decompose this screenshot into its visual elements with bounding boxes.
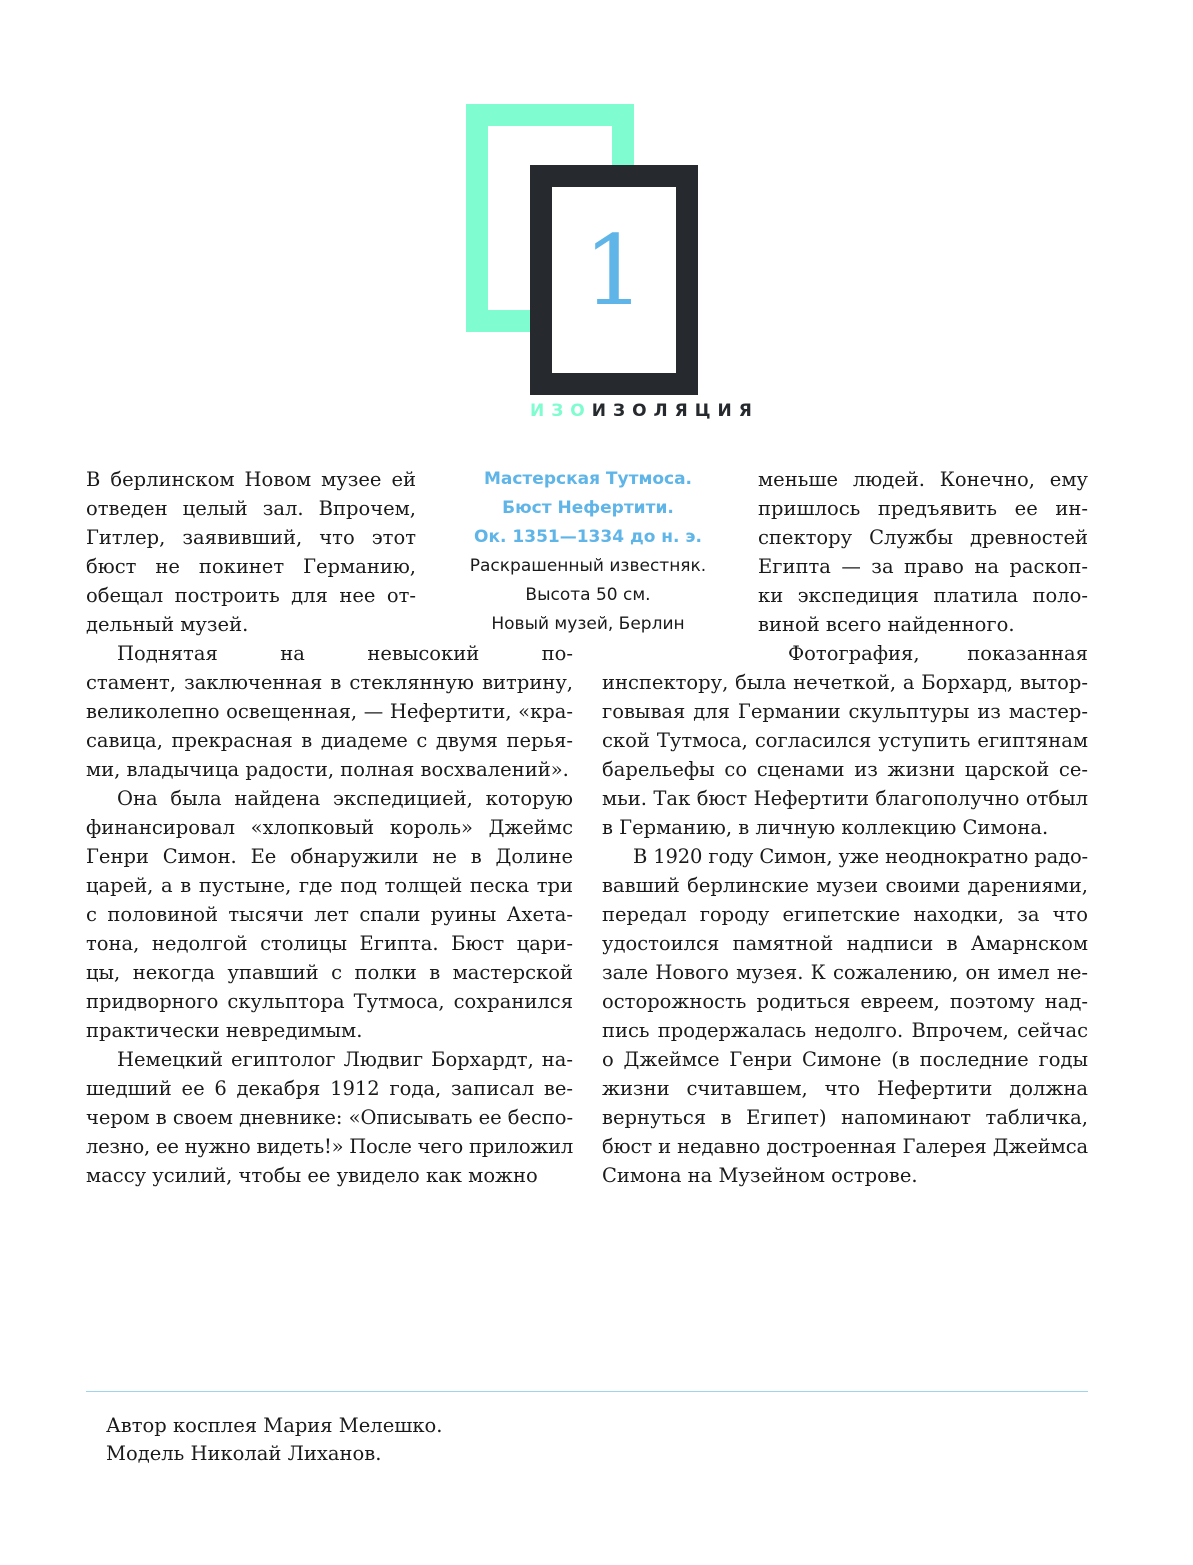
text-line: дельный музей. [86,613,249,636]
text-line: с половиной тысячи лет спали руины Ахета- [86,903,573,926]
text-line: шедший ее 6 декабря 1912 года, записал ве- [86,1077,573,1100]
text-line: барельефы со сценами из жизни царской се- [602,758,1088,781]
text-line: вернуться в Египет) напоминают табличка, [602,1106,1088,1129]
text-line: Поднятая на невысокий по- [117,642,573,665]
text-line: Гитлер, заявивший, что этот [86,526,416,549]
text-line: Она была найдена экспедицией, которую [117,787,573,810]
text-line: передал городу египетские находки, за что [602,903,1088,926]
text-line: финансировал «хлопковый король» Джеймс [86,816,573,839]
logo-black-frame [530,165,698,395]
text-line: массу усилий, чтобы ее увидело как можно [86,1164,538,1187]
text-line: инспектору, была нечеткой, а Борхард, вытор- [602,671,1088,694]
caption-title-line: Ок. 1351—1334 до н. э. [474,527,702,547]
text-line: В берлинском Новом музее ей [86,468,416,491]
caption-meta-line: Высота 50 см. [525,585,651,605]
text-line: царей, а в пустыне, где под толщей песка три [86,874,573,897]
text-line: Египта — за право на раскоп- [758,555,1088,578]
col1-paragraph-4 [86,1045,573,1190]
text-line: тона, недолгой столицы Египта. Бюст цари- [86,932,573,955]
text-line: мьи. Так бюст Нефертити благополучно отбыл [602,787,1088,810]
text-line: чером в своем дневнике: «Описывать ее беспо- [86,1106,573,1129]
text-line: стамент, заключенная в стеклянную витрину, [86,671,573,694]
brand-part-2: ИЗОЛЯЦИЯ [591,401,759,421]
text-line: пись продержалась недолго. Впрочем, сейчас [602,1019,1088,1042]
col2-paragraph-3 [602,842,1088,1190]
text-line: пришлось предъявить ее ин- [758,497,1088,520]
brand-part-1: ИЗО [530,401,592,421]
caption-meta-line: Раскрашенный известняк. [469,556,707,576]
text-line: спектору Службы древностей [758,526,1088,549]
issue-number: 1 [583,215,645,327]
col2-paragraph-1 [758,465,1088,639]
text-line: бюст не покинет Германию, [86,555,416,578]
text-line: отведен целый зал. Впрочем, [86,497,416,520]
text-line: савица, прекрасная в диадеме с двумя перья- [86,729,573,752]
text-line: ми, владычица радости, полная восхвалений». [86,758,569,781]
col1-paragraph-2 [86,639,573,784]
col1-paragraph-3 [86,784,573,1045]
text-line: обещал построить для нее от- [86,584,416,607]
text-line: придворного скульптора Тутмоса, сохранился [86,990,573,1013]
text-line: Немецкий египтолог Людвиг Борхардт, на- [117,1048,573,1071]
photo-credits [106,1412,443,1468]
text-line: цы, некогда упавший с полки в мастерской [86,961,573,984]
text-line: виной всего найденного. [758,613,1015,636]
artwork-caption [440,465,736,639]
text-line: Симона на Музейном острове. [602,1164,918,1187]
text-line: ки экспедиция платила поло- [758,584,1088,607]
brand-logotype [530,401,759,421]
text-line: Фотография, показанная [788,642,1088,665]
text-line: ской Тутмоса, согласился уступить египтянам [602,729,1088,752]
footer-divider [86,1391,1088,1392]
caption-title-line: Бюст Нефертити. [502,498,674,518]
credits-line: Автор косплея Мария Мелешко. [106,1414,443,1437]
text-line: жизни считавшем, что Нефертити должна [602,1077,1088,1100]
col1-paragraph-1 [86,465,416,639]
text-line: лезно, ее нужно видеть!» После чего приложил [86,1135,573,1158]
col2-paragraph-2 [602,639,1088,842]
text-line: удостоился памятной надписи в Амарнском [602,932,1088,955]
text-line: в Германию, в личную коллекцию Симона. [602,816,1049,839]
text-line: практически невредимым. [86,1019,363,1042]
text-line: Генри Симон. Ее обнаружили не в Долине [86,845,573,868]
text-line: о Джеймсе Генри Симоне (в последние годы [602,1048,1088,1071]
text-line: В 1920 году Симон, уже неоднократно радо- [633,845,1088,868]
text-line: вавший берлинские музеи своими дарениями, [602,874,1088,897]
caption-meta-line: Новый музей, Берлин [491,614,685,634]
text-line: осторожность родиться евреем, поэтому над- [602,990,1088,1013]
text-line: бюст и недавно достроенная Галерея Джеймса [602,1135,1089,1158]
text-line: меньше людей. Конечно, ему [758,468,1088,491]
caption-title-line: Мастерская Тутмоса. [483,469,693,489]
text-line: великолепно освещенная, — Нефертити, «кра- [86,700,573,723]
text-line: зале Нового музея. К сожалению, он имел не- [602,961,1088,984]
credits-line: Модель Николай Лиханов. [106,1442,382,1465]
text-line: говывая для Германии скульптуры из мастер- [602,700,1088,723]
